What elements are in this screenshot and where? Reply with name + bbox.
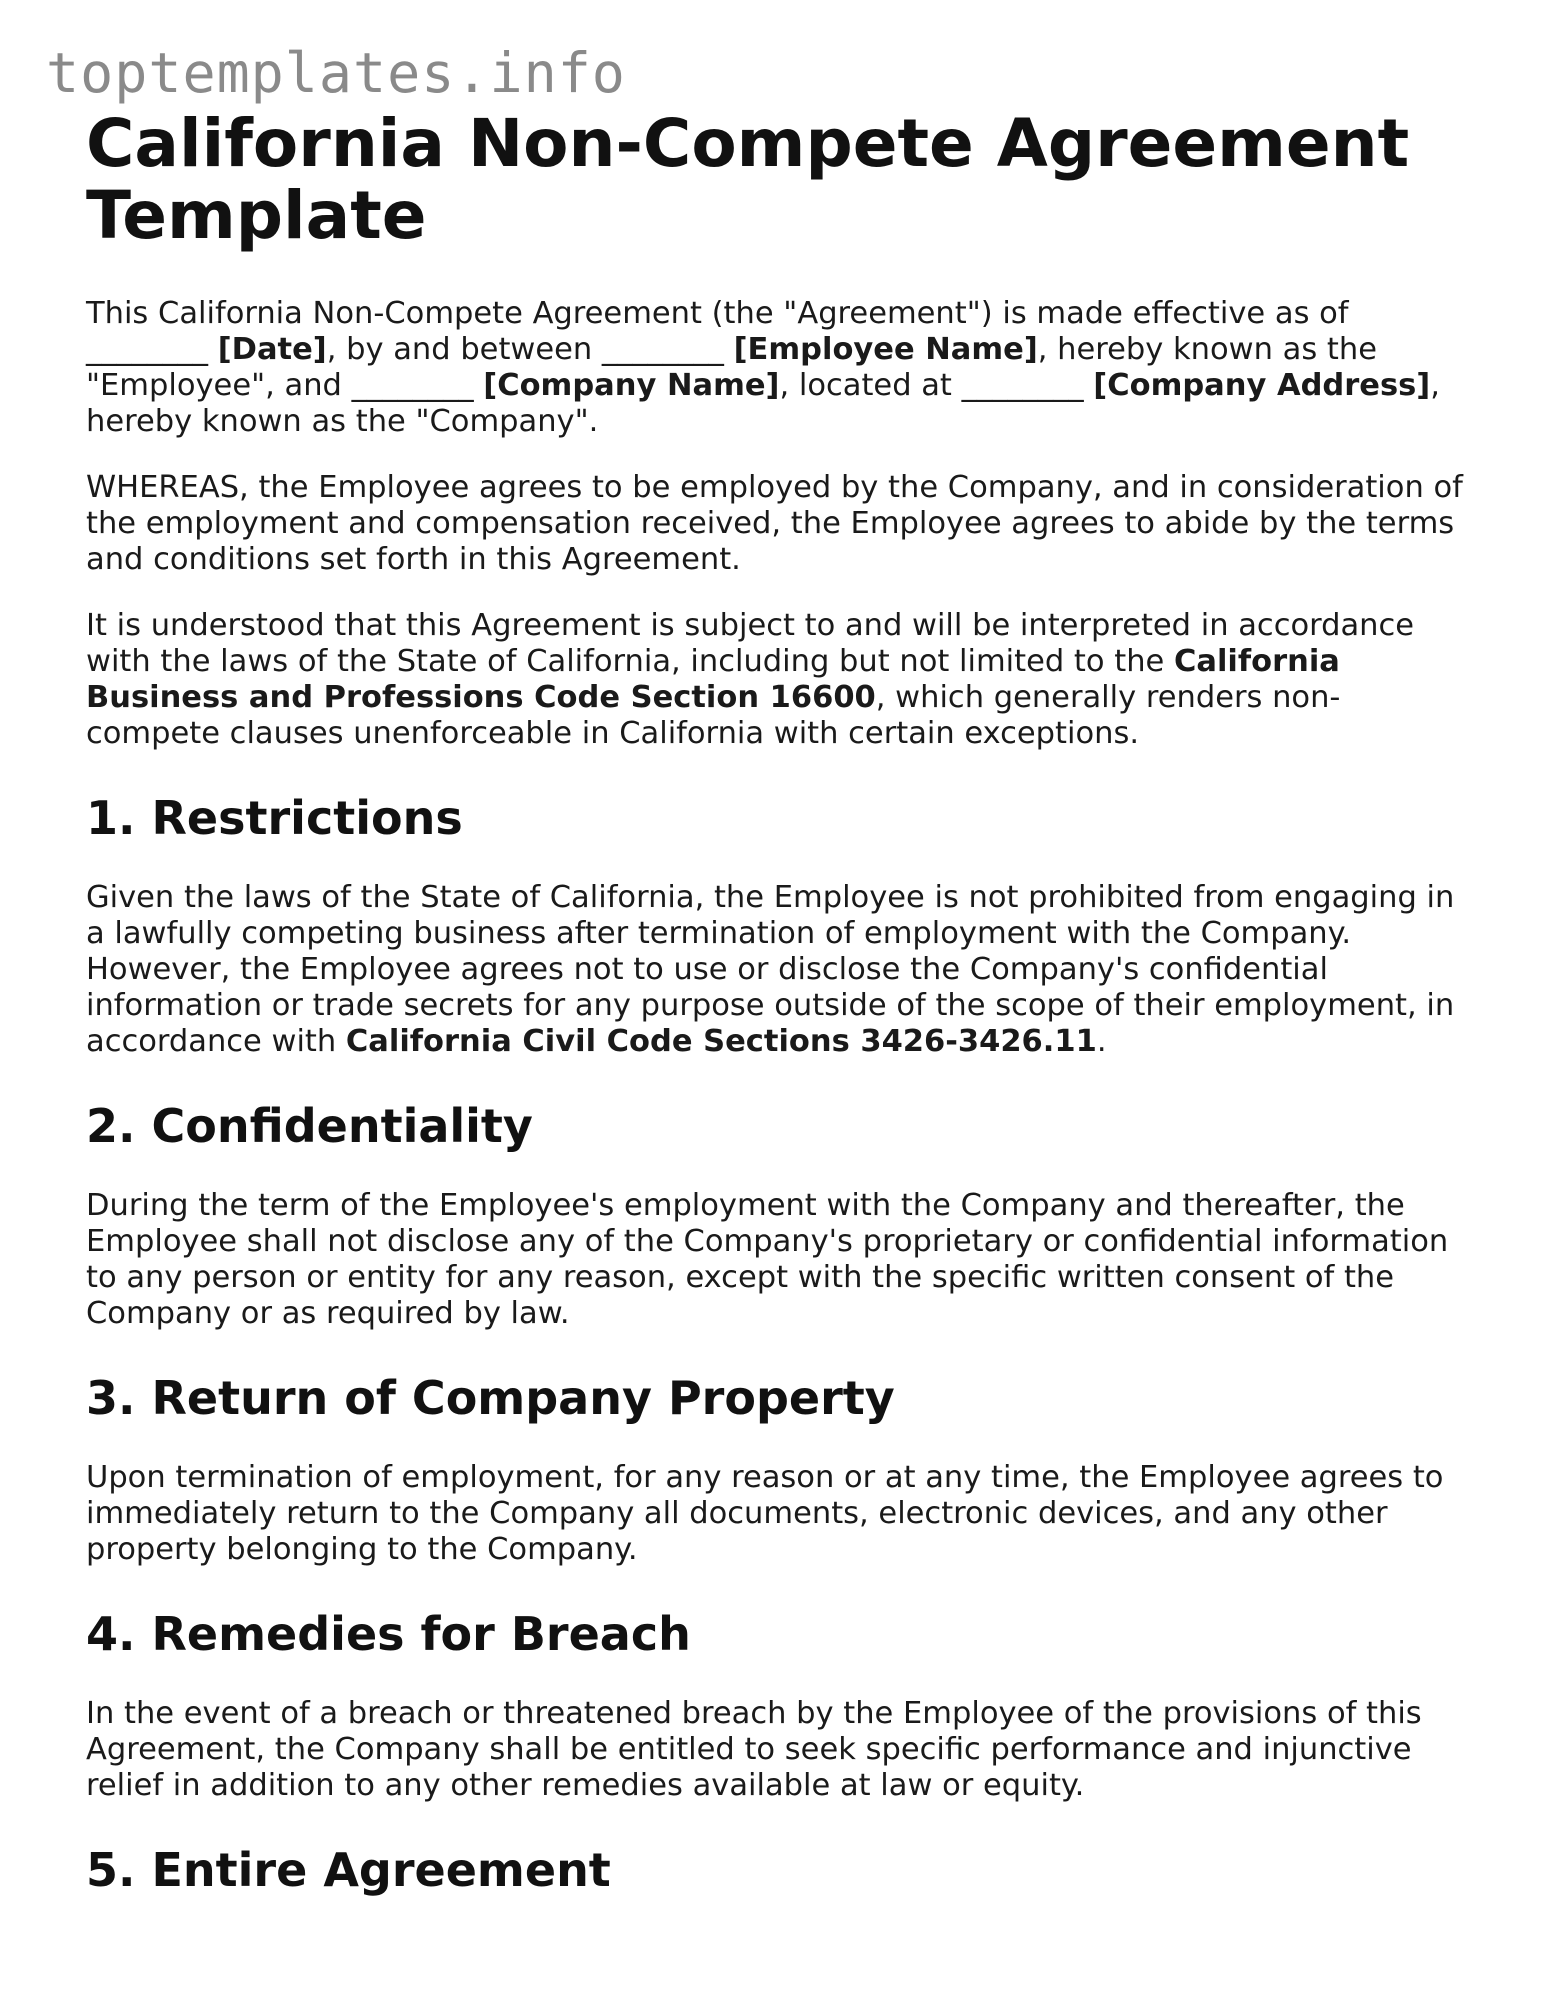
company-name-placeholder: [Company Name] xyxy=(483,368,780,403)
section-heading-restrictions: 1. Restrictions xyxy=(86,791,463,845)
intro-text-1: This California Non-Compete Agreement (the "Agreement") is made effective as of ________ xyxy=(86,296,1349,367)
section-text-remedies: In the event of a breach or threatened breach by the Employee of the provisions of this Agreement, the Company shall be entitled to seek specific performance and injunctive relief in addition to any other remedies available at law or equity. xyxy=(86,1696,1422,1803)
document-body xyxy=(86,105,1466,1898)
section-text-confidentiality: During the term of the Employee's employment with the Company and thereafter, the Employee shall not disclose any of the Company's proprietary or confidential information to any person or entity for any reason, except with the specific written consent of the Company or as required by law. xyxy=(86,1188,1449,1331)
document-title: California Non-Compete Agreement Template xyxy=(86,105,1410,254)
restrictions-text-1: Given the laws of the State of California, the Employee is not prohibited from engaging in a lawfully competing business after termination of employment with the Company. However, the Employee agrees not to use or disclose the Company's confidential information or trade secrets for any purpose outside of the scope of their employment, in accordance with xyxy=(86,880,1455,1059)
civil-code-reference: California Civil Code Sections 3426-3426.11 xyxy=(345,1024,1097,1059)
intro-text-4: , located at ________ xyxy=(779,368,1094,403)
section-text-return-property: Upon termination of employment, for any reason or at any time, the Employee agrees to immediately return to the Company all documents, electronic devices, and any other property belonging to the Company. xyxy=(86,1460,1444,1567)
company-address-placeholder: [Company Address] xyxy=(1093,368,1431,403)
watermark: toptemplates.info xyxy=(46,41,626,105)
intro-text-5: , hereby known as the "Company". xyxy=(86,368,1440,439)
section-heading-remedies: 4. Remedies for Breach xyxy=(86,1607,691,1661)
restrictions-text-2: . xyxy=(1096,1024,1107,1059)
whereas-paragraph: WHEREAS, the Employee agrees to be employed by the Company, and in consideration of the employment and compensation received, the Employee agrees to abide by the terms and conditions set forth in this Agreement. xyxy=(86,470,1463,577)
section-heading-entire-agreement: 5. Entire Agreement xyxy=(86,1843,611,1897)
governing-code-reference: California Business and Professions Code Section 16600 xyxy=(86,644,1340,715)
section-text-restrictions xyxy=(86,880,1466,1060)
section-heading-confidentiality: 2. Confidentiality xyxy=(86,1099,533,1153)
employee-name-placeholder: [Employee Name] xyxy=(733,332,1038,367)
intro-text-3: , hereby known as the "Employee", and ________ xyxy=(86,332,1377,403)
governing-law-paragraph xyxy=(86,608,1466,752)
governing-text-1: It is understood that this Agreement is subject to and will be interpreted in accordance with the laws of the State of California, including but not limited to the xyxy=(86,608,1415,679)
intro-paragraph xyxy=(86,296,1466,440)
date-placeholder: [Date] xyxy=(217,332,327,367)
intro-text-2: , by and between ________ xyxy=(326,332,734,367)
section-heading-return-property: 3. Return of Company Property xyxy=(86,1371,895,1425)
governing-text-2: , which generally renders non-compete clauses unenforceable in California with certain exceptions. xyxy=(86,680,1341,751)
